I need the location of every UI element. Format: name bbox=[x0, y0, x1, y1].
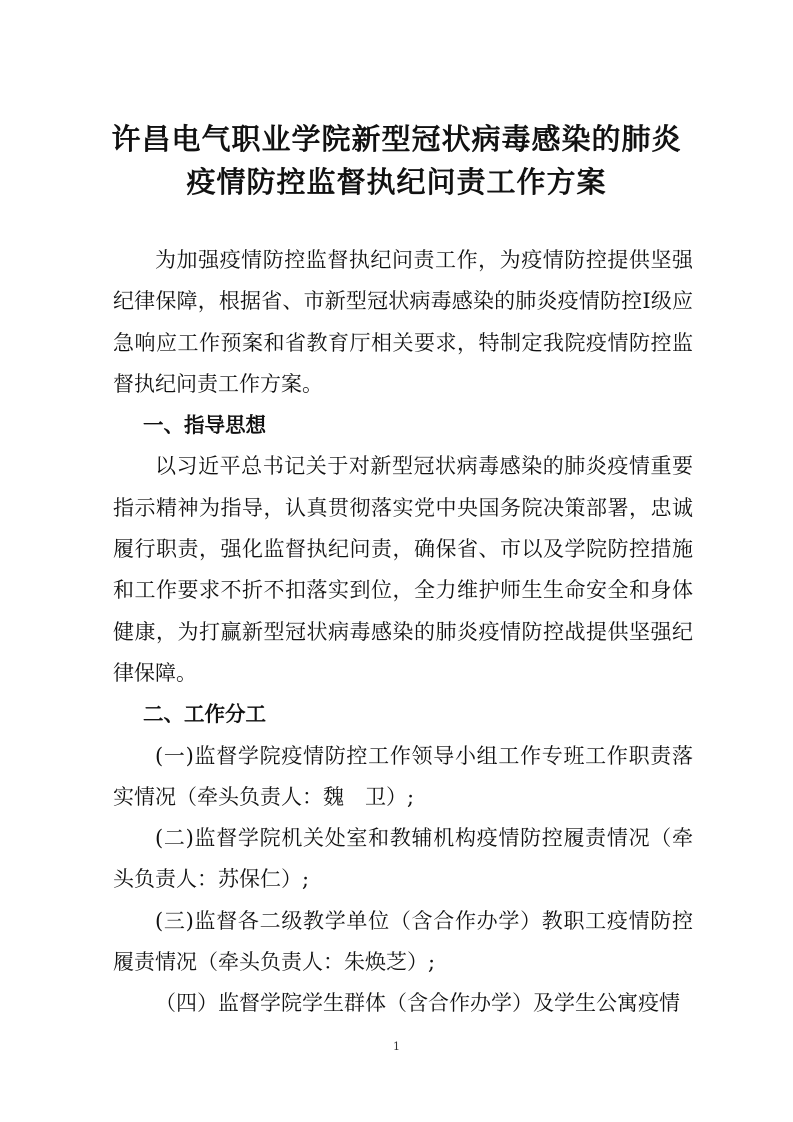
section1-heading: 一、指导思想 bbox=[143, 413, 266, 438]
section2-heading: 二、工作分工 bbox=[143, 702, 266, 727]
list-item-4: （四）监督学院学生群体（含合作办学）及学生公寓疫情 bbox=[155, 991, 680, 1016]
document-body bbox=[113, 240, 693, 1025]
document-title-line1: 许昌电气职业学院新型冠状病毒感染的肺炎 bbox=[111, 122, 682, 156]
list-item-3: (三)监督各二级教学单位（含合作办学）教职工疫情防控履责情况（牵头负责人：朱焕芝）; bbox=[113, 908, 693, 975]
section1-paragraph: 以习近平总书记关于对新型冠状病毒感染的肺炎疫情重要指示精神为指导，认真贯彻落实党中央国务院决策部署，忠诚履行职责，强化监督执纪问责，确保省、市以及学院防控措施和工作要求不折不扣落实到位，全力维护师生生命安全和身体健康，为打赢新型冠状病毒感染的肺炎疫情防控战提供坚强纪律保障。 bbox=[113, 454, 693, 685]
list-item-2: (二)监督学院机关处室和教辅机构疫情防控履责情况（牵头负责人：苏保仁）; bbox=[113, 826, 693, 892]
list-item-1: (一)监督学院疫情防控工作领导小组工作专班工作职责落实情况（牵头负责人：魏 卫）; bbox=[113, 743, 693, 809]
document-title-line2: 疫情防控监督执纪问责工作方案 bbox=[186, 165, 607, 199]
page-number: 1 bbox=[393, 1040, 400, 1053]
intro-paragraph: 为加强疫情防控监督执纪问责工作，为疫情防控提供坚强纪律保障，根据省、市新型冠状病毒感染的肺炎疫情防控Ⅰ级应急响应工作预案和省教育厅相关要求，特制定我院疫情防控监督执纪问责工作方案。 bbox=[113, 248, 693, 396]
